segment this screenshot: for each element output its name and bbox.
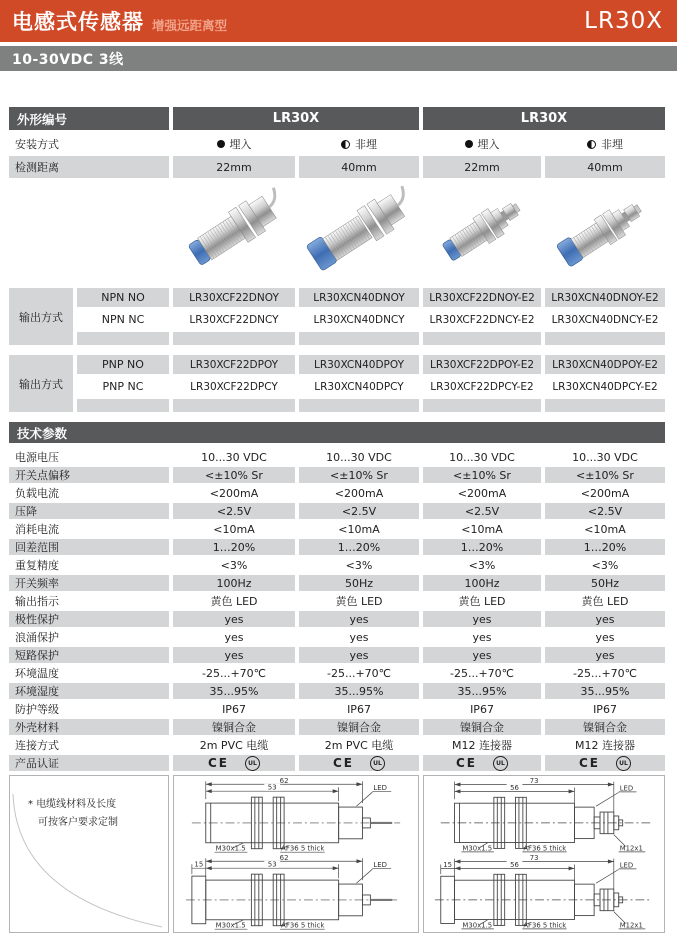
- spec-row: [9, 701, 665, 717]
- certification-cell: [423, 755, 541, 771]
- note-bullet: *: [28, 799, 33, 810]
- output-group-label: 输出方式: [9, 355, 73, 412]
- spec-value: 镍铜合金: [423, 719, 541, 735]
- led-label: LED: [373, 861, 387, 870]
- thread-label: M30x1.5: [215, 844, 246, 853]
- spec-value: IP67: [593, 702, 617, 716]
- spec-label: 外壳材料: [9, 719, 169, 735]
- ul-mark-icon: UL: [370, 756, 385, 771]
- part-number: LR30XCN40DNOY-E2: [545, 288, 665, 307]
- spec-value: yes: [595, 630, 615, 644]
- spec-value: 黄色 LED: [458, 595, 506, 608]
- dim-total: 62: [279, 777, 289, 785]
- semi-circle-icon: [341, 140, 350, 149]
- spec-value: 50Hz: [299, 575, 419, 591]
- connector-label: M12x1: [619, 844, 643, 853]
- spec-label: 环境温度: [15, 667, 59, 680]
- part-number: LR30XCN40DNOY: [299, 288, 419, 307]
- sensor-image: [300, 181, 418, 279]
- spec-value: 10...30 VDC: [572, 450, 638, 464]
- spec-row: [9, 593, 665, 609]
- datasheet-body: [9, 107, 665, 933]
- specs-header: 技术参数: [9, 422, 665, 443]
- empty-cell: [545, 332, 665, 345]
- led-label: LED: [373, 784, 387, 793]
- spec-value: -25...+70℃: [326, 666, 392, 680]
- dimension-drawing-connector-flush: [427, 777, 661, 853]
- spec-row: [9, 557, 665, 573]
- page-subtitle: 增强远距离型: [152, 17, 228, 33]
- spec-label: 产品认证: [9, 755, 169, 771]
- spec-value: 1…20%: [299, 539, 419, 555]
- sensor-photo-cable-nonflush: [299, 180, 419, 280]
- shape-header-row: [9, 107, 665, 130]
- spec-label: 消耗电流: [15, 523, 59, 536]
- cable-note: [28, 796, 118, 831]
- connector-label: M12x1: [619, 921, 643, 930]
- part-number: LR30XCF22DNCY: [189, 313, 279, 326]
- sensor-image: [423, 181, 541, 279]
- mounting-cell: [423, 134, 541, 154]
- spec-label: 负载电流: [15, 487, 59, 500]
- dim-body: 56: [510, 783, 519, 792]
- spec-row: [9, 575, 665, 591]
- note-line1: 电缆线材料及长度: [36, 799, 117, 810]
- dim-body: 53: [267, 783, 277, 792]
- nut-label: AF36 5 thick: [523, 921, 567, 930]
- thread-label: M30x1.5: [462, 921, 493, 930]
- mounting-cell: [173, 134, 295, 154]
- ce-mark-icon: CE: [332, 756, 354, 770]
- output-group-label: 输出方式: [9, 288, 73, 345]
- distance-value: 22mm: [173, 156, 295, 178]
- sensor-photo-connector-nonflush: [545, 180, 665, 280]
- spec-value: yes: [299, 611, 419, 627]
- shape-header: 外形编号: [9, 107, 169, 130]
- thread-label: M30x1.5: [462, 844, 493, 853]
- spec-value: <2.5V: [173, 503, 295, 519]
- distance-label: 检测距离: [9, 156, 169, 178]
- nut-label: AF36 5 thick: [281, 844, 325, 853]
- spec-value: <3%: [220, 558, 248, 572]
- spec-row: [9, 683, 665, 699]
- empty-cell: [545, 399, 665, 412]
- model-group-header-1: LR30X: [173, 107, 419, 130]
- spec-value: M12 连接器: [575, 739, 635, 752]
- part-number: LR30XCN40DNCY-E2: [551, 313, 659, 326]
- mounting-text: 非埋: [355, 138, 377, 151]
- distance-value: 22mm: [423, 156, 541, 178]
- spec-value: <±10% Sr: [423, 467, 541, 483]
- certification-cell: [299, 755, 419, 771]
- spec-row: [9, 449, 665, 465]
- spec-value: 1…20%: [173, 539, 295, 555]
- spec-value: 100Hz: [423, 575, 541, 591]
- mounting-text: 埋入: [229, 138, 252, 151]
- spec-value: <200mA: [334, 486, 384, 500]
- part-number: LR30XCF22DPCY-E2: [430, 380, 534, 393]
- ul-mark-icon: UL: [616, 756, 631, 771]
- thread-label: M30x1.5: [215, 921, 246, 930]
- supply-bar: 10-30VDC 3线: [0, 46, 677, 71]
- spec-row: [9, 629, 665, 645]
- spec-value: -25...+70℃: [201, 666, 267, 680]
- distance-value: 40mm: [299, 156, 419, 178]
- spec-label: 浪涌保护: [15, 631, 59, 644]
- page-title: 电感式传感器: [12, 10, 144, 34]
- ul-mark-icon: UL: [493, 756, 508, 771]
- spec-value: yes: [299, 647, 419, 663]
- part-number: LR30XCN40DNCY: [313, 313, 405, 326]
- mounting-text: 埋入: [477, 138, 500, 151]
- title-bar: [0, 0, 677, 42]
- spec-value: yes: [545, 647, 665, 663]
- spec-value: 黄色 LED: [335, 595, 383, 608]
- dimension-drawing-cable-nonflush: [178, 854, 414, 930]
- spec-value: yes: [224, 630, 244, 644]
- empty-cell: [299, 399, 419, 412]
- spec-value: <10mA: [584, 522, 626, 536]
- spec-value: <10mA: [461, 522, 503, 536]
- output-type: NPN NO: [77, 288, 169, 307]
- ce-mark-icon: CE: [578, 756, 600, 770]
- spec-value: <±10% Sr: [545, 467, 665, 483]
- certification-cell: [545, 755, 665, 771]
- output-group-pnp: [9, 355, 665, 412]
- spec-value: IP67: [470, 702, 494, 716]
- spec-value: yes: [423, 647, 541, 663]
- certification-cell: [173, 755, 295, 771]
- part-number: LR30XCF22DPOY-E2: [423, 355, 541, 374]
- model-number: LR30X: [584, 8, 663, 34]
- sensor-photo-connector-flush: [423, 180, 541, 280]
- output-group-npn: [9, 288, 665, 345]
- output-type: NPN NC: [101, 313, 145, 326]
- spec-value: yes: [545, 611, 665, 627]
- sensor-image: [546, 181, 664, 279]
- mounting-row: [9, 134, 665, 154]
- part-number: LR30XCN40DPCY: [314, 380, 404, 393]
- spec-value: M12 连接器: [452, 739, 512, 752]
- spec-value: <±10% Sr: [173, 467, 295, 483]
- spec-value: yes: [349, 630, 369, 644]
- semi-circle-icon: [587, 140, 596, 149]
- mounting-cell: [545, 134, 665, 154]
- product-photos-row: [9, 180, 665, 280]
- spec-label: 压降: [9, 503, 169, 519]
- photo-spacer: [9, 180, 169, 280]
- distance-row: [9, 156, 665, 178]
- spec-label: 回差范围: [9, 539, 169, 555]
- spec-value: 镍铜合金: [545, 719, 665, 735]
- dim-body: 56: [510, 860, 519, 869]
- sensor-image: [175, 181, 293, 279]
- spec-value: <3%: [345, 558, 373, 572]
- spec-value: <10mA: [213, 522, 255, 536]
- flush-circle-icon: [217, 140, 225, 148]
- spec-value: <10mA: [338, 522, 380, 536]
- spec-row: [9, 521, 665, 537]
- led-label: LED: [619, 784, 634, 793]
- spec-row: [9, 611, 665, 627]
- spec-label: 短路保护: [9, 647, 169, 663]
- spec-value: 50Hz: [545, 575, 665, 591]
- spec-value: yes: [423, 611, 541, 627]
- spec-value: <3%: [468, 558, 496, 572]
- empty-cell: [77, 332, 169, 345]
- empty-cell: [173, 399, 295, 412]
- spec-value: IP67: [347, 702, 371, 716]
- note-box: [9, 775, 169, 933]
- spec-value: 镍铜合金: [299, 719, 419, 735]
- sensor-photo-cable-flush: [173, 180, 295, 280]
- model-group-header-2: LR30X: [423, 107, 665, 130]
- spec-label: 极性保护: [9, 611, 169, 627]
- spec-value: 10...30 VDC: [201, 450, 267, 464]
- spec-value: <200mA: [209, 486, 259, 500]
- output-type: PNP NC: [102, 380, 144, 393]
- spec-value: <2.5V: [545, 503, 665, 519]
- bottom-section: [9, 775, 665, 933]
- part-number: LR30XCN40DPOY: [299, 355, 419, 374]
- dim-total: 62: [279, 854, 289, 862]
- empty-cell: [299, 332, 419, 345]
- spec-value: 2m PVC 电缆: [324, 739, 394, 752]
- mounting-text: 非埋: [601, 138, 623, 151]
- spec-value: 10...30 VDC: [449, 450, 515, 464]
- spec-row: [9, 719, 665, 735]
- ce-mark-icon: CE: [455, 756, 477, 770]
- empty-cell: [77, 399, 169, 412]
- spec-value: 35...95%: [545, 683, 665, 699]
- mounting-cell: [299, 134, 419, 154]
- nut-label: AF36 5 thick: [281, 921, 325, 930]
- spec-value: yes: [173, 647, 295, 663]
- spec-value: <200mA: [457, 486, 507, 500]
- spec-value: 2m PVC 电缆: [199, 739, 269, 752]
- spec-value: 35...95%: [423, 683, 541, 699]
- spec-value: yes: [472, 630, 492, 644]
- dim-total: 73: [529, 777, 539, 786]
- spec-label: 环境湿度: [9, 683, 169, 699]
- dim-total: 73: [529, 854, 539, 863]
- spec-value: 35...95%: [299, 683, 419, 699]
- spec-label: 连接方式: [15, 739, 59, 752]
- spec-value: 35...95%: [173, 683, 295, 699]
- spec-value: yes: [173, 611, 295, 627]
- dimension-drawing-connector-nonflush: [427, 854, 661, 930]
- dim-tip: 15: [194, 860, 204, 869]
- led-label: LED: [619, 861, 634, 870]
- spec-value: 黄色 LED: [581, 595, 629, 608]
- spec-row: [9, 647, 665, 663]
- ce-mark-icon: CE: [207, 756, 229, 770]
- note-line2: 可按客户要求定制: [38, 816, 118, 828]
- spec-row: [9, 467, 665, 483]
- empty-cell: [423, 399, 541, 412]
- spec-value: 10...30 VDC: [326, 450, 392, 464]
- spec-value: -25...+70℃: [572, 666, 638, 680]
- dim-tip: 15: [443, 860, 453, 869]
- spec-row: [9, 539, 665, 555]
- spec-value: <3%: [591, 558, 619, 572]
- part-number: LR30XCF22DNCY-E2: [429, 313, 535, 326]
- spec-label: 输出指示: [15, 595, 59, 608]
- spec-value: <2.5V: [423, 503, 541, 519]
- spec-value: <±10% Sr: [299, 467, 419, 483]
- part-number: LR30XCN40DPCY-E2: [552, 380, 658, 393]
- spec-row: [9, 737, 665, 753]
- nut-label: AF36 5 thick: [523, 844, 567, 853]
- spec-value: 镍铜合金: [173, 719, 295, 735]
- spec-label: 重复精度: [15, 559, 59, 572]
- spec-label: 防护等级: [15, 703, 59, 716]
- dimension-box-connector: [423, 775, 665, 933]
- certification-row: [9, 755, 665, 771]
- dimension-drawing-cable-flush: [178, 777, 414, 853]
- spec-label: 开关点偏移: [9, 467, 169, 483]
- flush-circle-icon: [465, 140, 473, 148]
- spec-value: 1…20%: [423, 539, 541, 555]
- empty-cell: [173, 332, 295, 345]
- empty-cell: [423, 332, 541, 345]
- spec-row: [9, 665, 665, 681]
- spec-value: <2.5V: [299, 503, 419, 519]
- spec-label: 开关频率: [9, 575, 169, 591]
- part-number: LR30XCF22DNOY-E2: [423, 288, 541, 307]
- spec-value: IP67: [222, 702, 246, 716]
- part-number: LR30XCN40DPOY-E2: [545, 355, 665, 374]
- spec-value: -25...+70℃: [449, 666, 515, 680]
- output-type: PNP NO: [77, 355, 169, 374]
- mounting-label: 安装方式: [15, 138, 59, 151]
- ul-mark-icon: UL: [245, 756, 260, 771]
- spec-label: 电源电压: [15, 451, 59, 464]
- spec-value: 100Hz: [173, 575, 295, 591]
- spec-value: 1…20%: [545, 539, 665, 555]
- spec-value: 黄色 LED: [210, 595, 258, 608]
- dimension-box-cable: [173, 775, 419, 933]
- part-number: LR30XCF22DNOY: [173, 288, 295, 307]
- part-number: LR30XCF22DPOY: [173, 355, 295, 374]
- distance-value: 40mm: [545, 156, 665, 178]
- dim-body: 53: [267, 860, 277, 869]
- spec-value: <200mA: [580, 486, 630, 500]
- spec-row: [9, 485, 665, 501]
- spec-row: [9, 503, 665, 519]
- part-number: LR30XCF22DPCY: [190, 380, 278, 393]
